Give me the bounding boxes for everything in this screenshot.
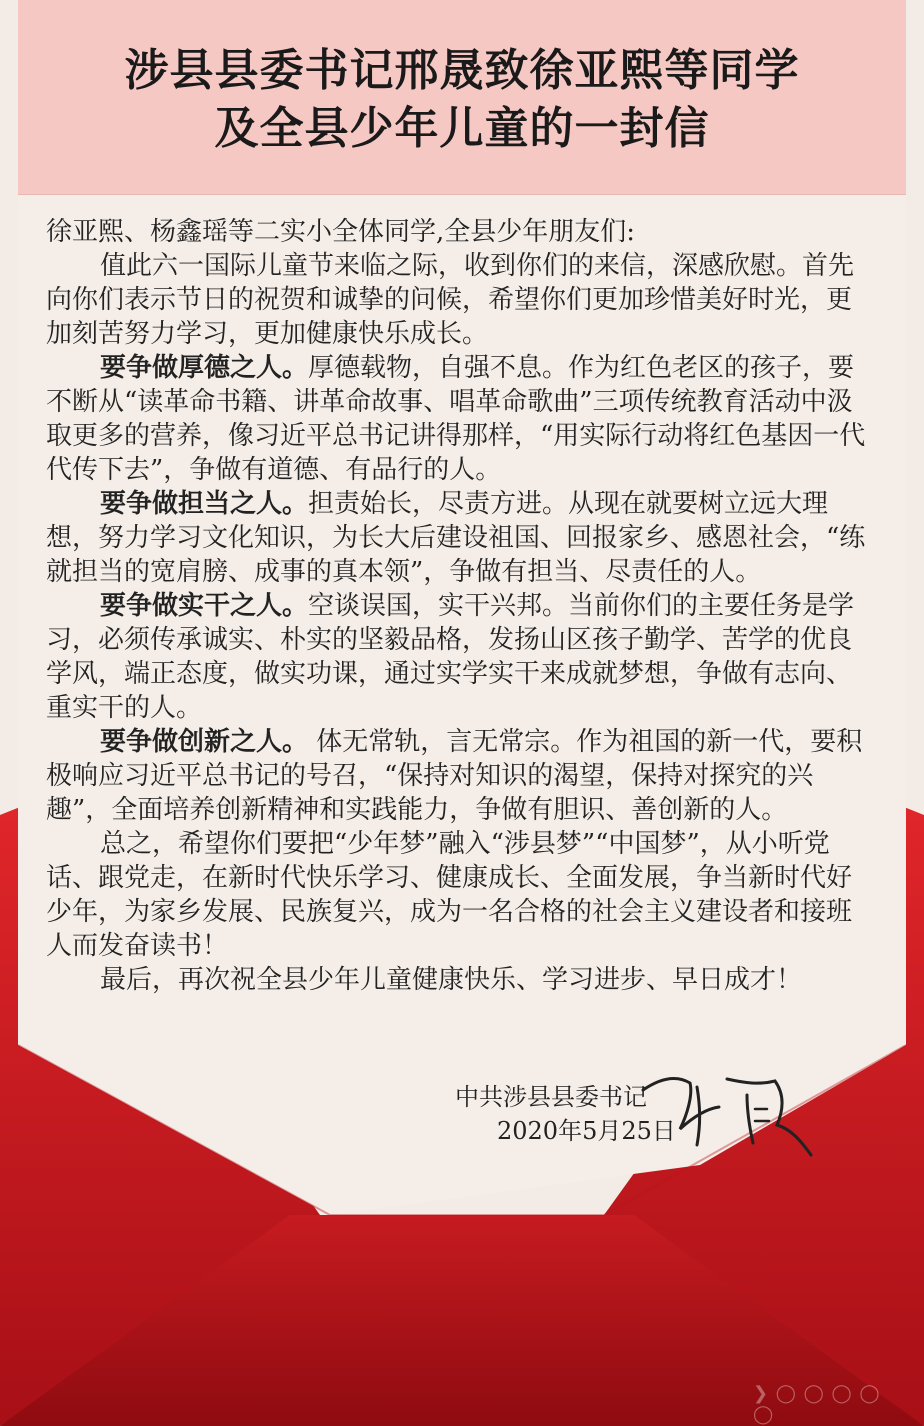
paragraph-1 [46, 249, 876, 351]
paragraph-heading: 要争做厚德之人。 [100, 353, 309, 383]
paragraph-3 [46, 487, 876, 589]
paragraph-text: 体无常轨，言无常宗。作为祖国的新一代，要积极响应习近平总书记的号召，“保持对知识的渴望，保持对探究的兴趣”，全面培养创新精神和实践能力，争做有胆识、善创新的人。 [46, 727, 863, 825]
salutation: 徐亚熙、杨鑫瑶等二实小全体同学,全县少年朋友们: [46, 217, 636, 247]
paragraph-heading: 要争做担当之人。 [100, 489, 309, 519]
signature-title: 中共涉县县委书记 [455, 1083, 647, 1111]
paragraph-text: 厚德载物，自强不息。作为红色老区的孩子，要不断从“读革命书籍、讲革命故事、唱革命歌曲”三项传统教育活动中汲取更多的营养，像习近平总书记讲得那样，“用实际行动将红色基因一代代传下去”，争做有道德、有品行的人。 [46, 353, 866, 485]
title-band [18, 0, 906, 195]
paragraph-7 [46, 963, 876, 997]
title-line-2: 及全县少年儿童的一封信 [214, 103, 710, 154]
paragraph-heading: 要争做创新之人。 [100, 727, 309, 757]
handwritten-signature-icon [635, 1065, 825, 1165]
paragraph-heading: 要争做实干之人。 [100, 591, 309, 621]
paragraph-4 [46, 589, 876, 725]
paragraph-text: 最后，再次祝全县少年儿童健康快乐、学习进步、早日成才！ [100, 965, 803, 995]
paragraph-text: 空谈误国，实干兴邦。当前你们的主要任务是学习，必须传承诚实、朴实的坚毅品格，发扬山区孩子勤学、苦学的优良学风，端正态度，做实功课，通过实学实干来成就梦想，争做有志向、重实干的人。 [46, 591, 855, 723]
paragraph-2 [46, 351, 876, 487]
paragraph-text: 担责始长，尽责方进。从现在就要树立远大理想，努力学习文化知识，为长大后建设祖国、回报家乡、感恩社会，“练就担当的宽肩膀、成事的真本领”，争做有担当、尽责任的人。 [46, 489, 866, 587]
watermark-logo-icon: ❯ ◯ ◯ ◯ ◯ ◯ [753, 1383, 881, 1425]
paragraph-text: 值此六一国际儿童节来临之际，收到你们的来信，深感欣慰。首先向你们表示节日的祝贺和诚挚的问候，希望你们更加珍惜美好时光，更加刻苦努力学习，更加健康快乐成长。 [46, 251, 855, 349]
paragraph-5 [46, 725, 876, 827]
letter-title [18, 42, 906, 158]
letter-body [46, 215, 876, 997]
paragraph-text: 总之，希望你们要把“少年梦”融入“涉县梦”“中国梦”，从小听党话、跟党走，在新时代快乐学习、健康成长、全面发展，争当新时代好少年，为家乡发展、民族复兴，成为一名合格的社会主义建设者和接班人而发奋读书！ [46, 829, 853, 961]
signature-date: 2020年5月25日 [497, 1117, 676, 1145]
paragraph-6 [46, 827, 876, 963]
title-line-1: 涉县县委书记邢晟致徐亚熙等同学 [124, 45, 800, 96]
